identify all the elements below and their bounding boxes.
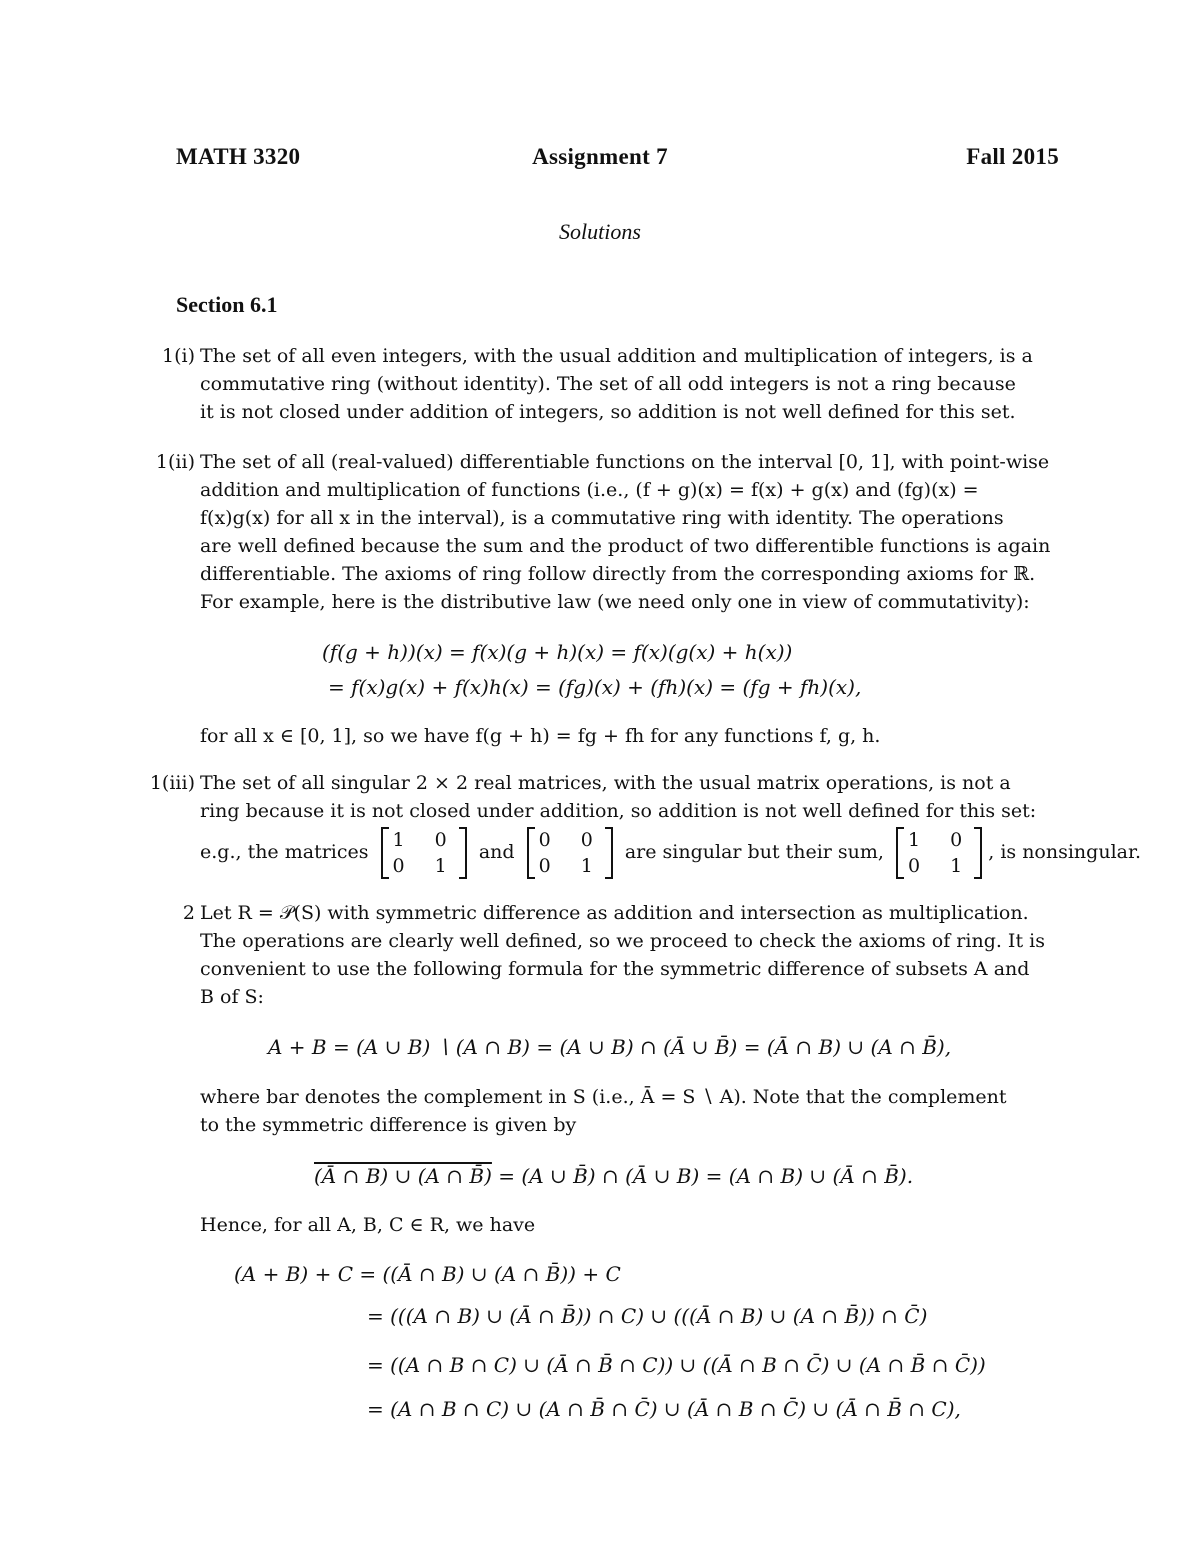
matrix-row: 1 0 <box>908 829 975 851</box>
paragraph-line: it is not closed under addition of integers, so addition is not well defined for this set. <box>200 401 1016 423</box>
paragraph-line: For example, here is the distributive law (we need only one in view of commutativity): <box>200 591 1030 613</box>
equation: = ((A ∩ B ∩ C) ∪ (Ā ∩ B̄ ∩ C)) ∪ ((Ā ∩ B ∩ C̄) ∪ (A ∩ B̄ ∩ C̄)) <box>367 1353 986 1377</box>
matrix-1 <box>381 827 467 879</box>
equation: (f(g + h))(x) = f(x)(g + h)(x) = f(x)(g(x) + h(x)) <box>322 640 793 664</box>
paragraph-line: for all x ∈ [0, 1], so we have f(g + h) = fg + fh for any functions f, g, h. <box>200 725 881 747</box>
paragraph-line: The set of all singular 2 × 2 real matrices, with the usual matrix operations, is not a <box>200 772 1011 794</box>
paragraph-line: The set of all (real-valued) differentiable functions on the interval [0, 1], with point-wise <box>200 451 1050 473</box>
equation: = (A ∩ B ∩ C) ∪ (A ∩ B̄ ∩ C̄) ∪ (Ā ∩ B ∩ C̄) ∪ (Ā ∩ B̄ ∩ C), <box>367 1397 961 1421</box>
assignment-title: Assignment 7 <box>532 144 668 169</box>
paragraph-line: commutative ring (without identity). The set of all odd integers is not a ring because <box>200 373 1016 395</box>
matrix-example-line <box>200 823 1141 881</box>
paragraph-line: The operations are clearly well defined, so we proceed to check the axioms of ring. It is <box>200 930 1045 952</box>
paragraph-line: Let R = 𝒫(S) with symmetric difference as addition and intersection as multiplication. <box>200 902 1029 924</box>
term: Fall 2015 <box>966 144 1059 169</box>
paragraph-line: The set of all even integers, with the usual addition and multiplication of integers, is a <box>200 345 1033 367</box>
paragraph-line: ring because it is not closed under addition, so addition is not well defined for this set: <box>200 800 1037 822</box>
text: are singular but their sum, <box>624 841 884 863</box>
paragraph-line: are well defined because the sum and the product of two differentible functions is again <box>200 535 1051 557</box>
problem-label: 1(iii) <box>149 772 195 794</box>
matrix-row: 1 0 <box>392 829 459 851</box>
paragraph-line: where bar denotes the complement in S (i.e., Ā = S ∖ A). Note that the complement <box>200 1086 1007 1108</box>
equation-rest: = (A ∪ B̄) ∩ (Ā ∪ B) = (A ∩ B) ∪ (Ā ∩ B̄). <box>491 1164 914 1188</box>
text: , is nonsingular. <box>988 841 1142 863</box>
complement-expression: (Ā ∩ B) ∪ (A ∩ B̄) <box>314 1164 492 1188</box>
paragraph-line: differentiable. The axioms of ring follow directly from the corresponding axioms for ℝ. <box>200 563 1036 585</box>
equation: A + B = (A ∪ B) ∖ (A ∩ B) = (A ∪ B) ∩ (Ā ∪ B̄) = (Ā ∩ B) ∪ (A ∩ B̄), <box>268 1035 952 1059</box>
paragraph-line: B of S: <box>200 986 264 1008</box>
matrix-2 <box>527 827 613 879</box>
matrix-3 <box>896 827 982 879</box>
problem-label: 1(ii) <box>155 451 195 473</box>
subtitle: Solutions <box>559 219 641 244</box>
problem-label: 1(i) <box>162 345 195 367</box>
equation: = (((A ∩ B) ∪ (Ā ∩ B̄)) ∩ C) ∪ (((Ā ∩ B) ∪ (A ∩ B̄)) ∩ C̄) <box>367 1304 928 1328</box>
course-code: MATH 3320 <box>176 144 301 169</box>
matrix-row: 0 1 <box>538 855 605 877</box>
paragraph-line: addition and multiplication of functions (i.e., (f + g)(x) = f(x) + g(x) and (fg)(x) = <box>200 479 979 501</box>
problem-label: 2 <box>182 902 195 924</box>
paragraph-line: Hence, for all A, B, C ∈ R, we have <box>200 1214 536 1236</box>
text: e.g., the matrices <box>200 841 369 863</box>
equation: = f(x)g(x) + f(x)h(x) = (fg)(x) + (fh)(x) = (fg + fh)(x), <box>328 675 862 699</box>
paragraph-line: convenient to use the following formula for the symmetric difference of subsets A and <box>200 958 1030 980</box>
equation <box>314 1163 913 1189</box>
equation: (A + B) + C = ((Ā ∩ B) ∪ (A ∩ B̄)) + C <box>234 1262 621 1286</box>
matrix-row: 0 1 <box>908 855 975 877</box>
paragraph-line: f(x)g(x) for all x in the interval), is a commutative ring with identity. The operations <box>200 507 1004 529</box>
matrix-row: 0 0 <box>538 829 605 851</box>
paragraph-line: to the symmetric difference is given by <box>200 1114 577 1136</box>
matrix-row: 0 1 <box>392 855 459 877</box>
section-title: Section 6.1 <box>176 292 278 317</box>
text: and <box>478 841 515 863</box>
